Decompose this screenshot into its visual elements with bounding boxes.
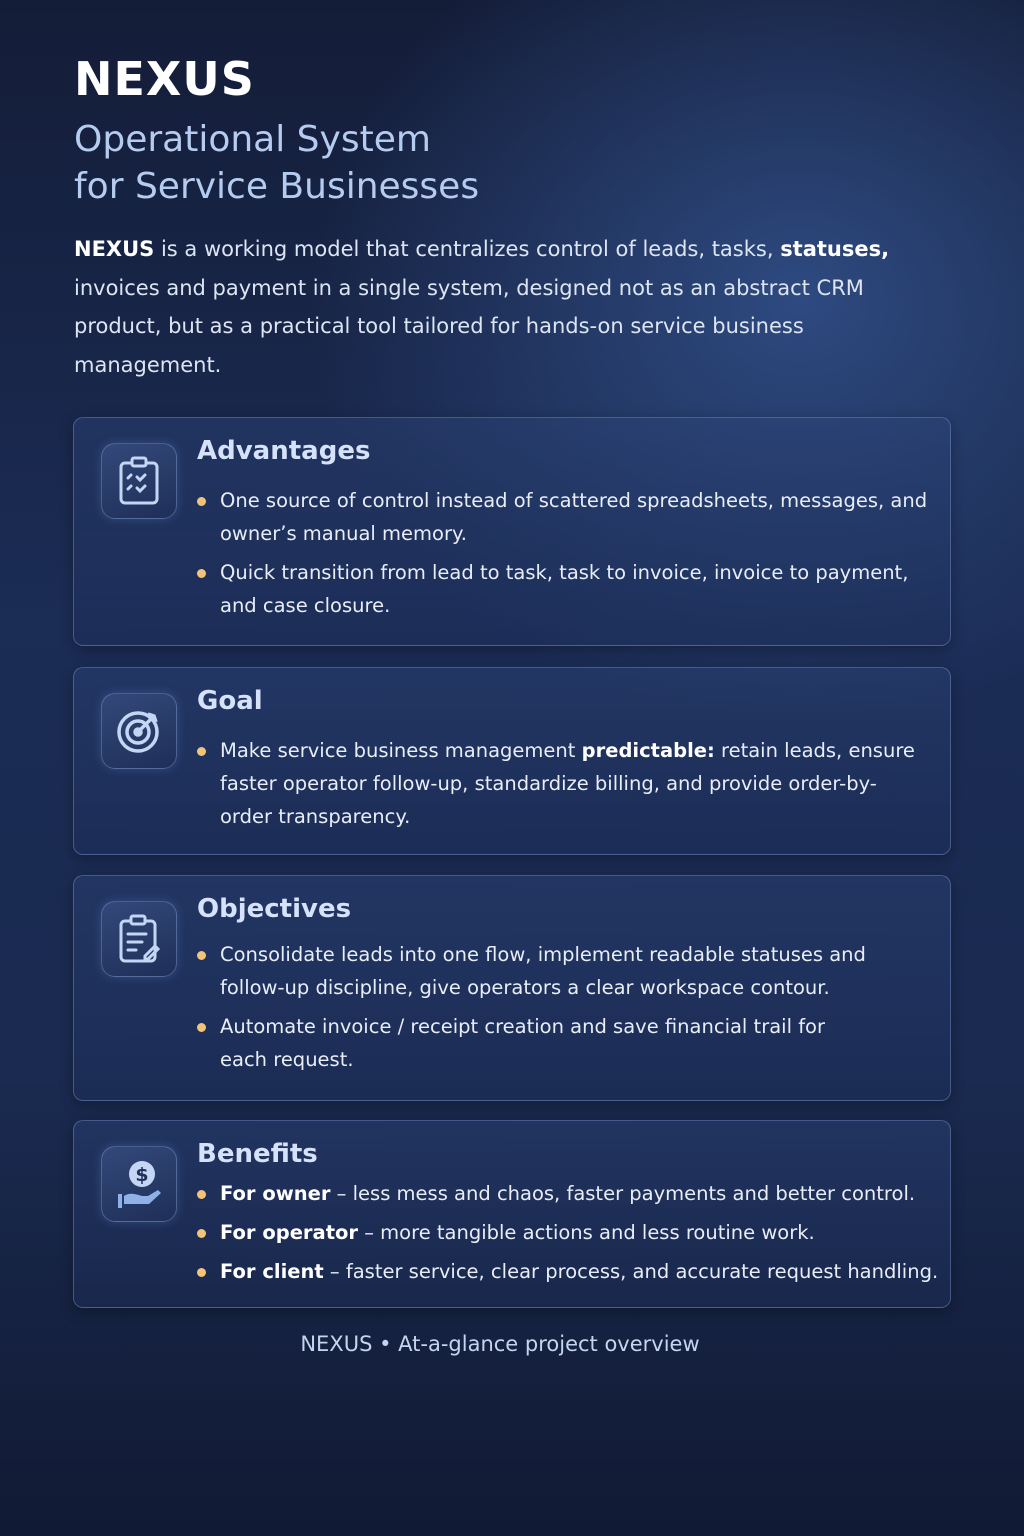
footer-separator: • [372,1332,399,1356]
subtitle-line: Operational System [74,119,431,160]
clipboard-check-icon [101,443,177,519]
intro-text: invoices and payment in a single system, designed not as an abstract CRM product, but as a practical tool tailored for hands-on service business management. [74,275,864,377]
advantages-list [197,484,937,628]
item-text: – more tangible actions and less routine work. [358,1221,815,1244]
item-text: retain leads, ensure faster operator follow-up, standardize billing, and provide order-by-order transparency. [220,739,915,828]
intro-paragraph [74,230,954,384]
intro-bold: NEXUS [74,237,155,261]
card-goal [73,667,951,855]
card-advantages [73,417,951,646]
clipboard-edit-icon [101,901,177,977]
list-item: Automate invoice / receipt creation and save financial trail for each request. [197,1010,847,1076]
card-title: Goal [197,686,263,716]
item-text: Make service business management [220,739,582,762]
list-item: Quick transition from lead to task, task to invoice, invoice to payment, and case closure. [197,556,937,622]
list-item: Consolidate leads into one flow, implement readable statuses and follow-up discipline, give operators a clear workspace contour. [197,938,927,1004]
card-objectives [73,875,951,1101]
benefits-list [197,1177,957,1294]
svg-text:$: $ [135,1164,149,1186]
item-bold: predictable: [581,739,715,762]
target-icon [101,693,177,769]
hand-dollar-icon [101,1146,177,1222]
card-title: Benefits [197,1139,318,1169]
card-title: Objectives [197,894,352,924]
list-item [197,1216,957,1249]
intro-text: is a working model that centralizes control of leads, tasks, [154,237,781,261]
subtitle-line: for Service Businesses [74,166,480,207]
list-item: One source of control instead of scattered spreadsheets, messages, and owner’s manual memory. [197,484,937,550]
item-text: – less mess and chaos, faster payments and better control. [330,1182,916,1205]
footer-text: At-a-glance project overview [398,1332,700,1356]
page-subtitle [74,116,479,210]
goal-list [197,734,917,839]
item-bold: For client [220,1260,324,1283]
page-title: NEXUS [74,52,255,106]
list-item [197,1177,957,1210]
list-item [197,734,917,833]
list-item [197,1255,957,1288]
item-bold: For owner [220,1182,331,1205]
card-benefits [73,1120,951,1308]
footer-brand: NEXUS [300,1332,373,1356]
item-text: – faster service, clear process, and accurate request handling. [323,1260,939,1283]
item-bold: For operator [220,1221,359,1244]
intro-bold: statuses, [780,237,890,261]
card-title: Advantages [197,436,371,466]
objectives-list [197,938,927,1082]
footer-caption [0,1332,1000,1356]
